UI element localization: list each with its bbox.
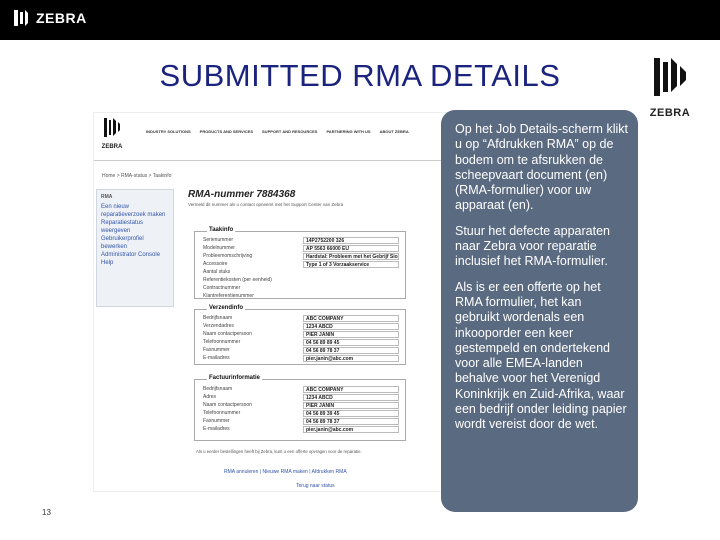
row-value: PIER JANIN <box>303 402 399 409</box>
shipping-heading: Verzendinfo <box>209 305 244 311</box>
task-row <box>195 284 405 292</box>
site-header <box>94 113 453 161</box>
rma-action-links[interactable]: RMA annuleren | Nieuwe RMA maken | Afdrukken RMA <box>224 469 347 475</box>
site-logo[interactable] <box>98 117 126 150</box>
row-value: 04 56 89 89 45 <box>303 339 399 346</box>
row-label: Faxnummer <box>203 347 230 353</box>
row-value: 1234 ABCD <box>303 323 399 330</box>
row-label: Probleemomschrijving <box>203 253 253 259</box>
row-label: Faxnummer <box>203 418 230 424</box>
row-label: Adres <box>203 394 217 400</box>
shipping-row <box>195 314 405 322</box>
page-number: 13 <box>42 508 51 517</box>
task-row <box>195 252 405 260</box>
row-label: Telefoonnummer <box>203 339 241 345</box>
row-value: pier.janin@abc.com <box>303 355 399 362</box>
sidebar-item-edit-profile[interactable]: Gebruikerprofiel bewerken <box>101 236 144 250</box>
row-label: Klantreferentienummer <box>203 293 254 299</box>
nav-industry-solutions[interactable]: INDUSTRY SOLUTIONS <box>146 129 191 134</box>
shipping-panel <box>194 305 406 365</box>
row-label: Naam contactpersoon <box>203 402 252 408</box>
billing-row <box>195 401 405 409</box>
quote-note: Als u eerder bestellingen heeft bij Zebra, kunt u een offerte opvragen voor de reparatie. <box>196 449 362 454</box>
billing-row <box>195 417 405 425</box>
billing-row <box>195 393 405 401</box>
rma-subtitle: Vermeld dit nummer als u contact opneemt met het Support Center van Zebra <box>188 202 344 207</box>
shipping-row <box>195 354 405 362</box>
row-label: Accessoire <box>203 261 228 267</box>
row-label: Naam contactpersoon <box>203 331 252 337</box>
billing-row <box>195 409 405 417</box>
task-row <box>195 268 405 276</box>
row-value: AP 5563 66000 EU <box>303 245 399 252</box>
row-value: 04 56 89 39 45 <box>303 410 399 417</box>
row-label: Bedrijfsnaam <box>203 315 233 321</box>
callout-paragraph-send: Stuur het defecte apparaten naar Zebra voor reparatie inclusief het RMA-formulier. <box>455 223 610 269</box>
billing-heading: Factuurinformatie <box>209 375 261 381</box>
screenshot-rma-details <box>93 112 453 492</box>
row-label: E-mailadres <box>203 355 230 361</box>
rma-main <box>188 189 453 207</box>
task-row <box>195 292 405 300</box>
breadcrumb[interactable]: Home > RMA-status > Taakinfo <box>102 173 172 179</box>
sidebar <box>96 189 174 307</box>
nav-about[interactable]: ABOUT ZEBRA <box>379 129 409 134</box>
row-value: Type 1 of 3 Vorzaakservice <box>303 261 399 268</box>
shipping-row <box>195 338 405 346</box>
task-row <box>195 236 405 244</box>
callout-paragraph-print: Op het Job Details-scherm klikt u op “Afdrukken RMA” op de bodem om te afsrukken de scheepvaart document (en) (RMA-formulier) voor uw apparaat (en). <box>455 122 628 213</box>
task-row <box>195 244 405 252</box>
row-value: 04 56 89 78 37 <box>303 347 399 354</box>
row-label: Aantal stuks <box>203 269 231 275</box>
row-value: 14P2752200 326 <box>303 237 399 244</box>
billing-row <box>195 425 405 433</box>
brand-name: ZEBRA <box>36 10 87 26</box>
zebra-logo-large <box>645 56 695 126</box>
row-label: E-mailadres <box>203 426 230 432</box>
row-value: Hardstal: Probleem met het Gebrijf Sio <box>303 253 399 260</box>
sidebar-item-admin-console[interactable]: Administrator Console <box>101 252 161 258</box>
nav-support-resources[interactable]: SUPPORT AND RESOURCES <box>262 129 318 134</box>
zebra-logo-small <box>12 8 87 28</box>
row-label: Modelnummer <box>203 245 235 251</box>
shipping-row <box>195 346 405 354</box>
row-value: 04 56 89 78 37 <box>303 418 399 425</box>
brand-name-large: ZEBRA <box>649 107 691 119</box>
slide-title: SUBMITTED RMA DETAILS <box>159 58 561 93</box>
zebra-head-icon <box>12 8 30 28</box>
sidebar-item-help[interactable]: Help <box>101 260 114 266</box>
callout-paragraph-quote: Als is er een offerte op het RMA formulier, het kan gebruikt wordenals een inkooporder een keer gestempeld en ondertekend voor alle EMEA-landen behalve voor het Verenigd Koninkrijk en Zuid-Afrika, waar een bedrijf onder leiding papier wordt vereist door de wet. <box>455 279 627 432</box>
site-nav <box>146 129 409 134</box>
billing-row <box>195 385 405 393</box>
zebra-head-icon <box>102 117 122 139</box>
task-row <box>195 260 405 268</box>
row-value: ABC COMPANY <box>303 386 399 393</box>
row-label: Referentiekosten (per eenheid) <box>203 277 272 283</box>
shipping-row <box>195 330 405 338</box>
row-label: Contractnummer <box>203 285 241 291</box>
back-to-status-link[interactable]: Terug naar status <box>296 483 335 489</box>
task-row <box>195 276 405 284</box>
row-label: Verzendadres <box>203 323 234 329</box>
row-value: ABC COMPANY <box>303 315 399 322</box>
task-info-heading: Taakinfo <box>209 227 234 233</box>
row-value: 1234 ABCD <box>303 394 399 401</box>
top-bar <box>0 0 720 40</box>
row-label: Telefoonnummer <box>203 410 241 416</box>
row-value: PIER JANIN <box>303 331 399 338</box>
zebra-head-icon <box>650 56 690 100</box>
task-info-panel <box>194 227 406 299</box>
sidebar-item-new-request[interactable]: Een nieuw reparatieverzoek maken <box>101 204 166 218</box>
row-label: Bedrijfsnaam <box>203 386 233 392</box>
sidebar-item-repair-status[interactable]: Reparatiestatus weergeven <box>101 220 144 234</box>
sidebar-heading: RMA <box>101 194 113 200</box>
instruction-callout <box>441 110 638 512</box>
site-brand: ZEBRA <box>101 144 123 150</box>
shipping-row <box>195 322 405 330</box>
row-value: pier.janin@abc.com <box>303 426 399 433</box>
nav-partnering[interactable]: PARTNERING WITH US <box>326 129 371 134</box>
rma-number-title: RMA-nummer 7884368 <box>188 189 296 200</box>
nav-products-services[interactable]: PRODUCTS AND SERVICES <box>199 129 254 134</box>
billing-panel <box>194 375 406 441</box>
row-label: Serienummer <box>203 237 234 243</box>
